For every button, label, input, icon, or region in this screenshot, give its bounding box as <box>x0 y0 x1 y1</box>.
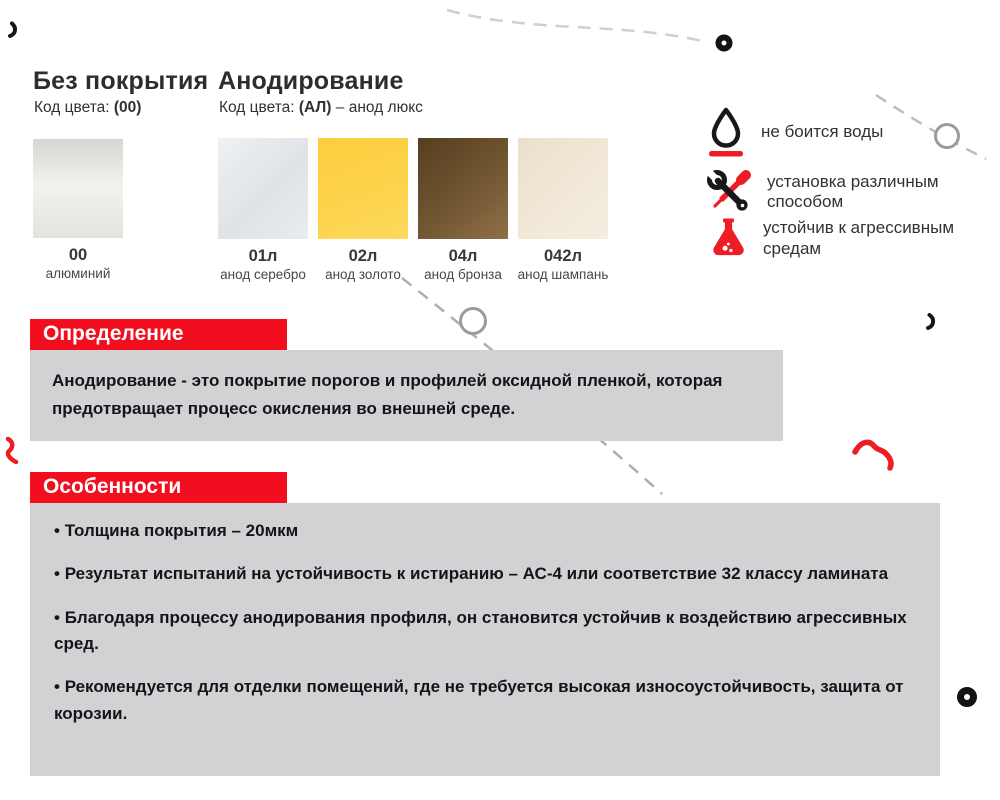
no-coating-code-value: (00) <box>113 99 142 116</box>
anodizing-code-suffix: – анод люкс <box>335 99 423 116</box>
benefit-label: устойчив к агрессивным средам <box>763 218 955 258</box>
swatch-aluminium-caption <box>13 245 143 283</box>
swatch-code: 01л <box>248 247 278 265</box>
definition-panel <box>30 350 783 441</box>
swatch-anod-gold-color <box>318 138 408 239</box>
benefit-row-resistance <box>709 216 979 261</box>
definition-text: Анодирование - это покрытие порогов и профилей оксидной пленкой, которая предотвращает процесс окисления во внешней среде. <box>52 371 723 418</box>
feature-bullet: • Благодаря процессу анодирования профиля, он становится устойчив к воздействию агрессивных сред. <box>54 605 914 658</box>
feature-bullet: • Результат испытаний на устойчивость к истиранию – АС-4 или соответствие 32 классу ламината <box>54 561 914 587</box>
features-list <box>30 503 940 727</box>
features-panel <box>30 503 940 776</box>
swatch-code: 042л <box>543 247 582 265</box>
anodizing-code-label: Код цвета: <box>219 99 295 116</box>
swatch-name: алюминий <box>45 265 111 281</box>
swatch-anod-silver-color <box>218 138 308 239</box>
swatch-anod-champagne-caption <box>498 246 628 284</box>
anodizing-code-line <box>219 99 423 117</box>
benefit-label: не боится воды <box>761 121 884 141</box>
anodizing-title: Анодирование <box>218 67 404 95</box>
swatch-aluminium-color <box>33 139 123 238</box>
swatch-name: анод золото <box>325 266 401 282</box>
tools-icon <box>706 169 752 215</box>
definition-heading: Определение <box>30 319 287 350</box>
swatch-code: 04л <box>448 247 478 265</box>
no-coating-code-line <box>34 99 141 117</box>
swatch-code: 00 <box>68 246 88 264</box>
swatch-anod-bronze-color <box>418 138 508 239</box>
benefit-label: установка различным способом <box>767 171 939 211</box>
swatch-anod-silver <box>218 138 308 284</box>
anodizing-code-value: (АЛ) <box>298 99 332 116</box>
swatch-anod-champagne-color <box>518 138 608 239</box>
swatch-name: анод серебро <box>220 266 306 282</box>
swatch-anod-gold <box>318 138 408 284</box>
swatch-code: 02л <box>348 247 378 265</box>
no-coating-code-label: Код цвета: <box>34 99 110 116</box>
feature-bullet: • Толщина покрытия – 20мкм <box>54 518 914 544</box>
swatch-aluminium <box>33 139 123 283</box>
feature-bullet: • Рекомендуется для отделки помещений, где не требуется высокая износоустойчивость, защита от корозии. <box>54 674 914 727</box>
no-coating-title: Без покрытия <box>33 67 209 95</box>
swatch-name: анод шампань <box>517 266 609 282</box>
swatch-anod-bronze <box>418 138 508 284</box>
water-drop-icon <box>706 106 746 158</box>
swatch-anod-champagne <box>518 138 608 284</box>
flask-icon <box>709 216 748 261</box>
features-heading: Особенности <box>30 472 287 503</box>
benefit-row-installation <box>706 169 976 215</box>
swatch-name: анод бронза <box>424 266 502 282</box>
benefit-row-water <box>706 106 976 158</box>
